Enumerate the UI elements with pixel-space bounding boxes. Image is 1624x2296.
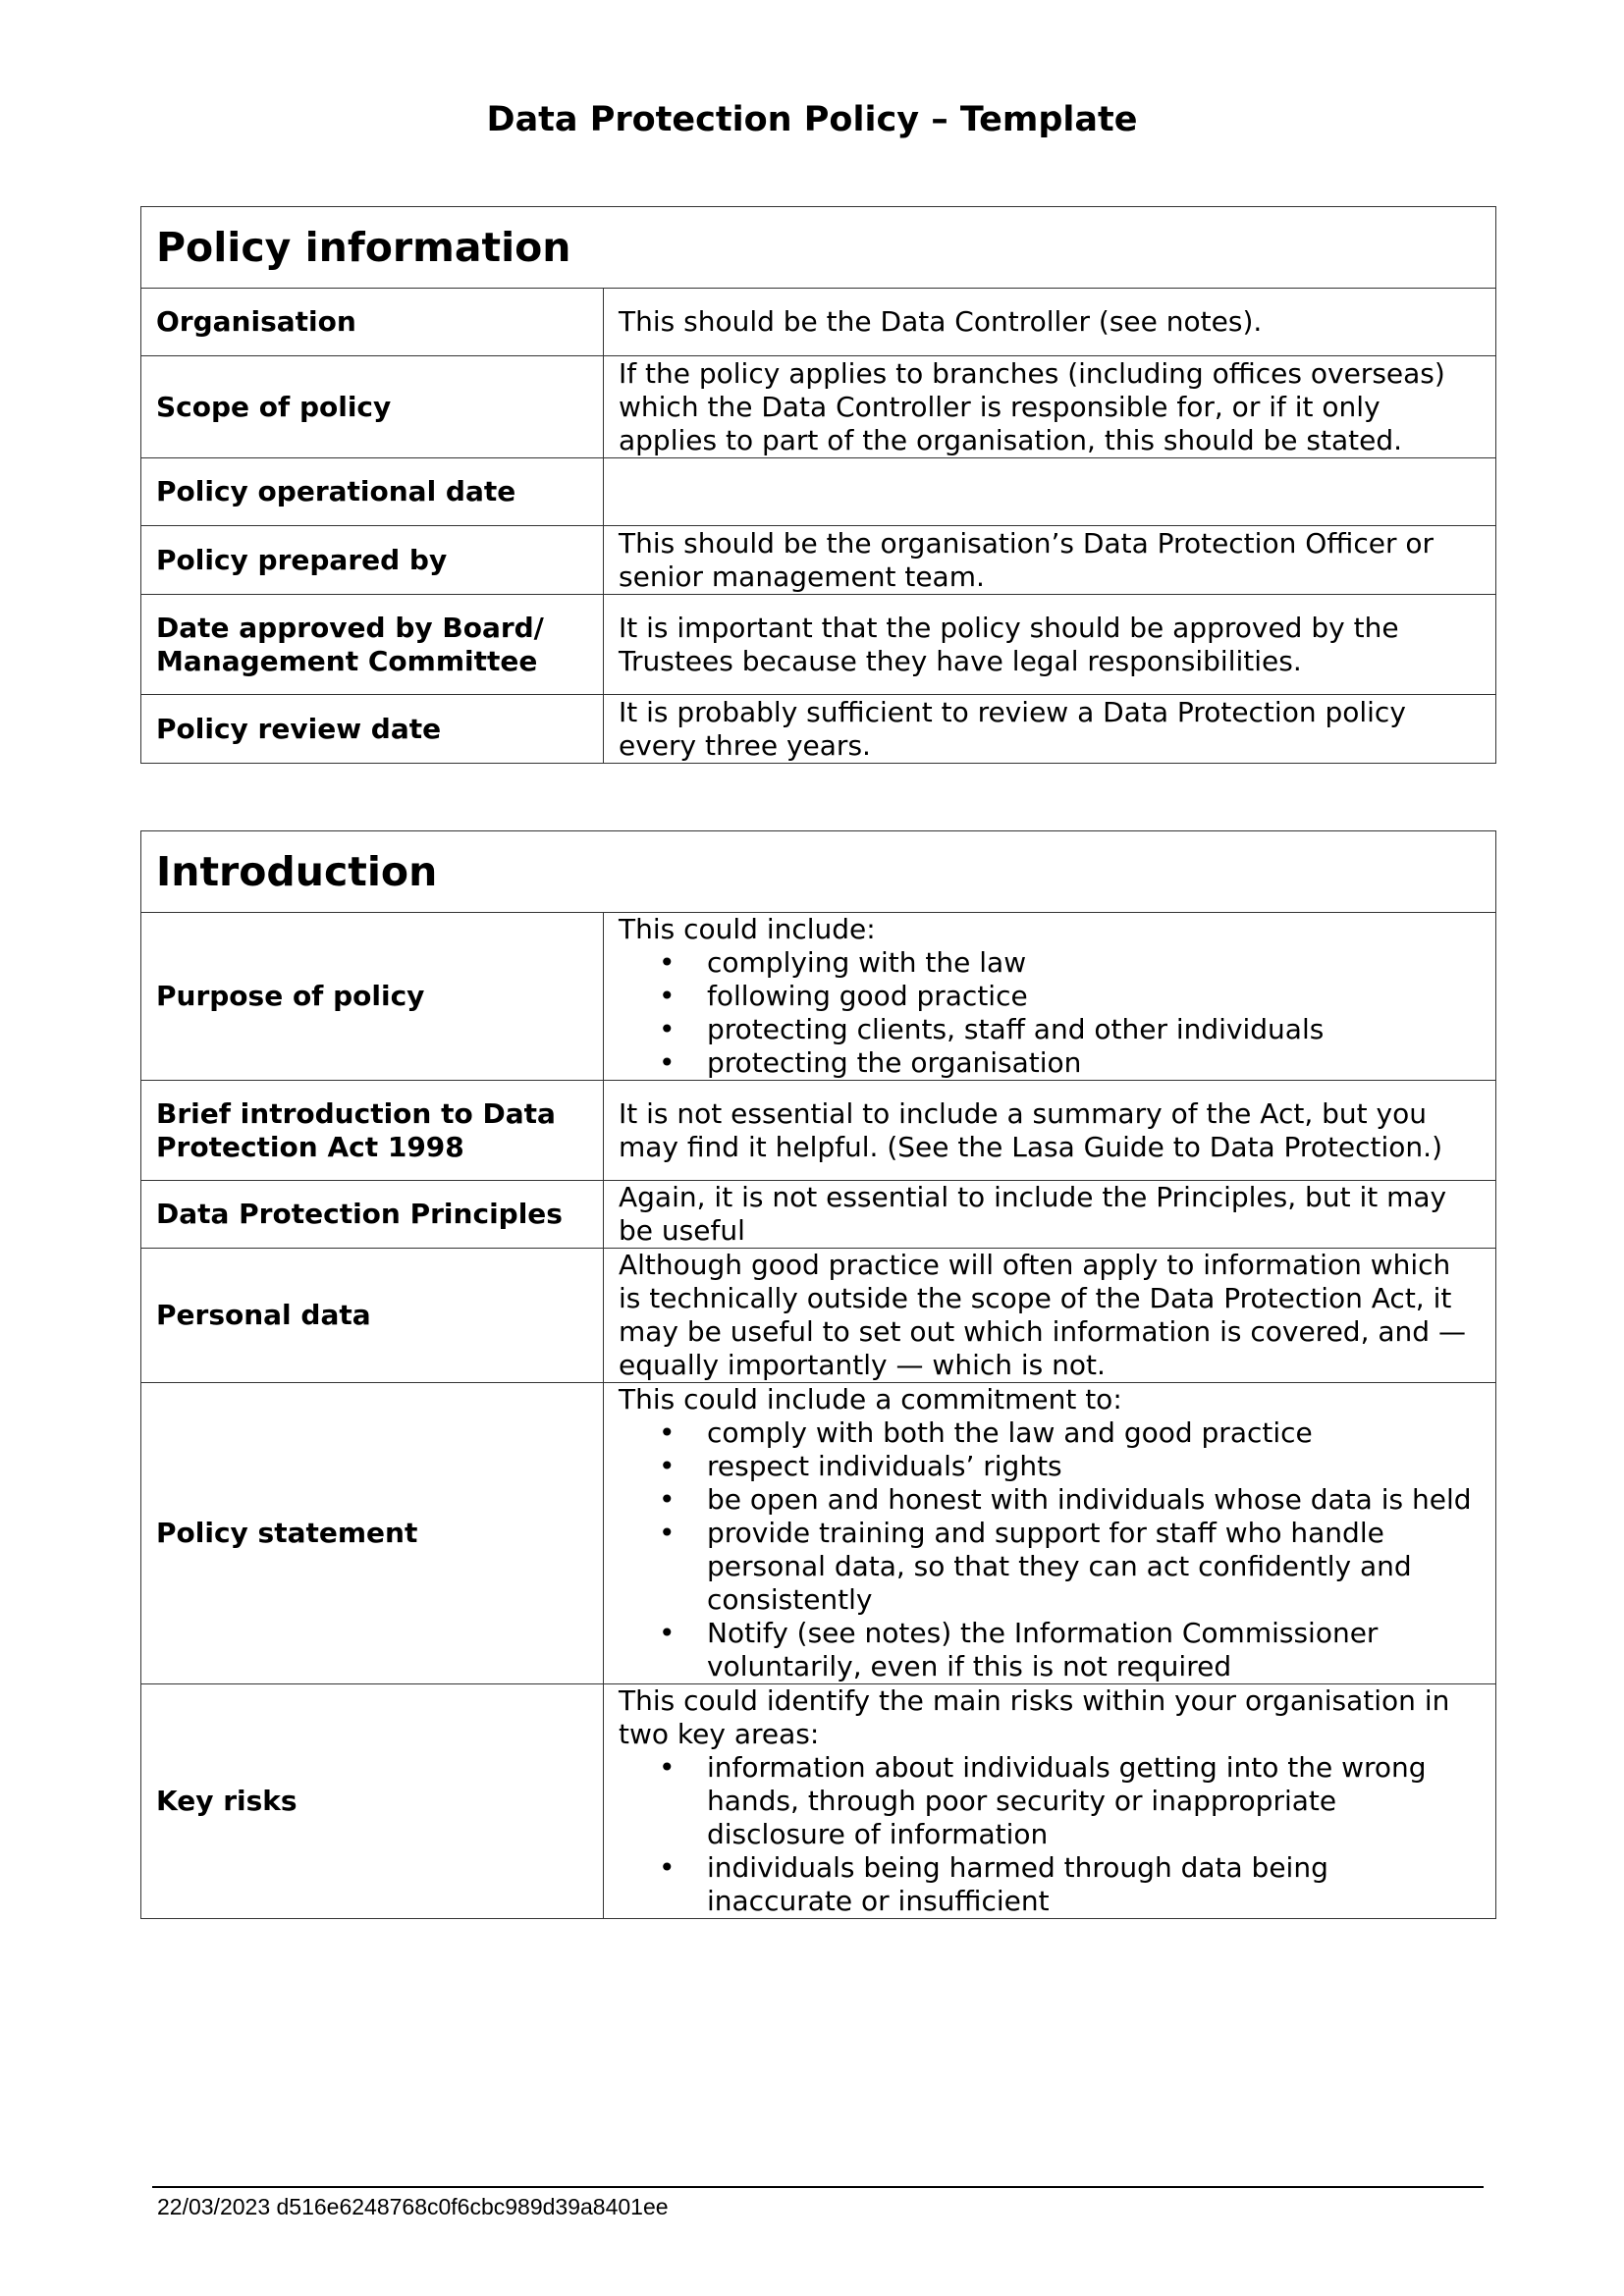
- bullet-glyph: •: [659, 1483, 676, 1516]
- bullet-glyph: •: [659, 1450, 676, 1482]
- list-item: [619, 946, 1478, 980]
- row-value: It is not essential to include a summary of the Act, but you may find it helpful. (See the Lasa Guide to Data Protection.): [604, 1081, 1496, 1181]
- row-label: Policy review date: [141, 695, 604, 764]
- table-row: [141, 1249, 1496, 1383]
- row-value: This should be the Data Controller (see notes).: [604, 289, 1496, 356]
- row-label: Policy prepared by: [141, 526, 604, 595]
- list-item-text: be open and honest with individuals whose data is held: [707, 1483, 1472, 1516]
- bullet-glyph: •: [659, 1046, 676, 1079]
- table-row: [141, 1684, 1496, 1919]
- list-item-text: Notify (see notes) the Information Commissioner voluntarily, even if this is not required: [707, 1617, 1379, 1682]
- row-label: Date approved by Board/ Management Committee: [141, 595, 604, 695]
- list-item-text: information about individuals getting into the wrong hands, through poor security or inappropriate disclosure of information: [707, 1751, 1427, 1850]
- list-item-text: respect individuals’ rights: [707, 1450, 1062, 1482]
- row-value: It is important that the policy should be approved by the Trustees because they have legal responsibilities.: [604, 595, 1496, 695]
- list-item: [619, 1751, 1478, 1851]
- list-item: [619, 1416, 1478, 1450]
- row-value: [604, 1684, 1496, 1919]
- row-label: Purpose of policy: [141, 913, 604, 1081]
- bullet-glyph: •: [659, 1617, 676, 1649]
- bullet-glyph: •: [659, 1517, 676, 1549]
- row-value: [604, 1383, 1496, 1684]
- row-intro: This could include:: [619, 913, 876, 945]
- list-item: [619, 1617, 1478, 1683]
- row-label: Organisation: [141, 289, 604, 356]
- table-row: [141, 1383, 1496, 1684]
- policy-information-table: [140, 206, 1496, 764]
- row-label: Data Protection Principles: [141, 1181, 604, 1249]
- list-item-text: following good practice: [707, 980, 1028, 1012]
- bullet-glyph: •: [659, 1013, 676, 1045]
- row-intro: This could include a commitment to:: [619, 1383, 1122, 1415]
- document-title: Data Protection Policy – Template: [486, 100, 1138, 139]
- row-value: Again, it is not essential to include the Principles, but it may be useful: [604, 1181, 1496, 1249]
- bullet-list: [619, 1751, 1478, 1918]
- row-value: If the policy applies to branches (including offices overseas) which the Data Controller is responsible for, or if it only applies to part of the organisation, this should be stated.: [604, 356, 1496, 458]
- table-row: [141, 458, 1496, 526]
- bullet-glyph: •: [659, 980, 676, 1012]
- bullet-list: [619, 946, 1478, 1080]
- bullet-glyph: •: [659, 1851, 676, 1884]
- row-label: Scope of policy: [141, 356, 604, 458]
- row-value: [604, 458, 1496, 526]
- list-item: [619, 1013, 1478, 1046]
- list-item: [619, 980, 1478, 1013]
- table-row: [141, 595, 1496, 695]
- list-item: [619, 1450, 1478, 1483]
- bullet-glyph: •: [659, 1751, 676, 1784]
- list-item: [619, 1483, 1478, 1517]
- table-row: [141, 289, 1496, 356]
- row-value: This should be the organisation’s Data Protection Officer or senior management team.: [604, 526, 1496, 595]
- introduction-heading: Introduction: [141, 831, 1496, 913]
- list-item-text: individuals being harmed through data being inaccurate or insufficient: [707, 1851, 1328, 1917]
- row-label: Policy statement: [141, 1383, 604, 1684]
- list-item-text: complying with the law: [707, 946, 1027, 979]
- introduction-table: [140, 830, 1496, 1919]
- footer-divider: [152, 2186, 1484, 2188]
- row-intro: This could identify the main risks within your organisation in two key areas:: [619, 1684, 1450, 1750]
- list-item-text: comply with both the law and good practice: [707, 1416, 1313, 1449]
- list-item-text: protecting clients, staff and other individuals: [707, 1013, 1325, 1045]
- policy-information-heading: Policy information: [141, 207, 1496, 289]
- list-item-text: provide training and support for staff who handle personal data, so that they can act confidently and consistently: [707, 1517, 1412, 1616]
- row-label: Policy operational date: [141, 458, 604, 526]
- row-value: [604, 913, 1496, 1081]
- table-row: [141, 913, 1496, 1081]
- bullet-list: [619, 1416, 1478, 1683]
- row-label: Key risks: [141, 1684, 604, 1919]
- table-row: [141, 1181, 1496, 1249]
- list-item: [619, 1517, 1478, 1617]
- row-label: Brief introduction to Data Protection Act 1998: [141, 1081, 604, 1181]
- footer-text: 22/03/2023 d516e6248768c0f6cbc989d39a8401ee: [157, 2194, 669, 2219]
- bullet-glyph: •: [659, 1416, 676, 1449]
- table-row: [141, 526, 1496, 595]
- bullet-glyph: •: [659, 946, 676, 979]
- row-value: Although good practice will often apply to information which is technically outside the scope of the Data Protection Act, it may be useful to set out which information is covered, and — equally importantly — which is not.: [604, 1249, 1496, 1383]
- row-label: Personal data: [141, 1249, 604, 1383]
- list-item: [619, 1851, 1478, 1918]
- table-row: [141, 356, 1496, 458]
- list-item: [619, 1046, 1478, 1080]
- table-row: [141, 1081, 1496, 1181]
- row-value: It is probably sufficient to review a Data Protection policy every three years.: [604, 695, 1496, 764]
- table-row: [141, 695, 1496, 764]
- list-item-text: protecting the organisation: [707, 1046, 1082, 1079]
